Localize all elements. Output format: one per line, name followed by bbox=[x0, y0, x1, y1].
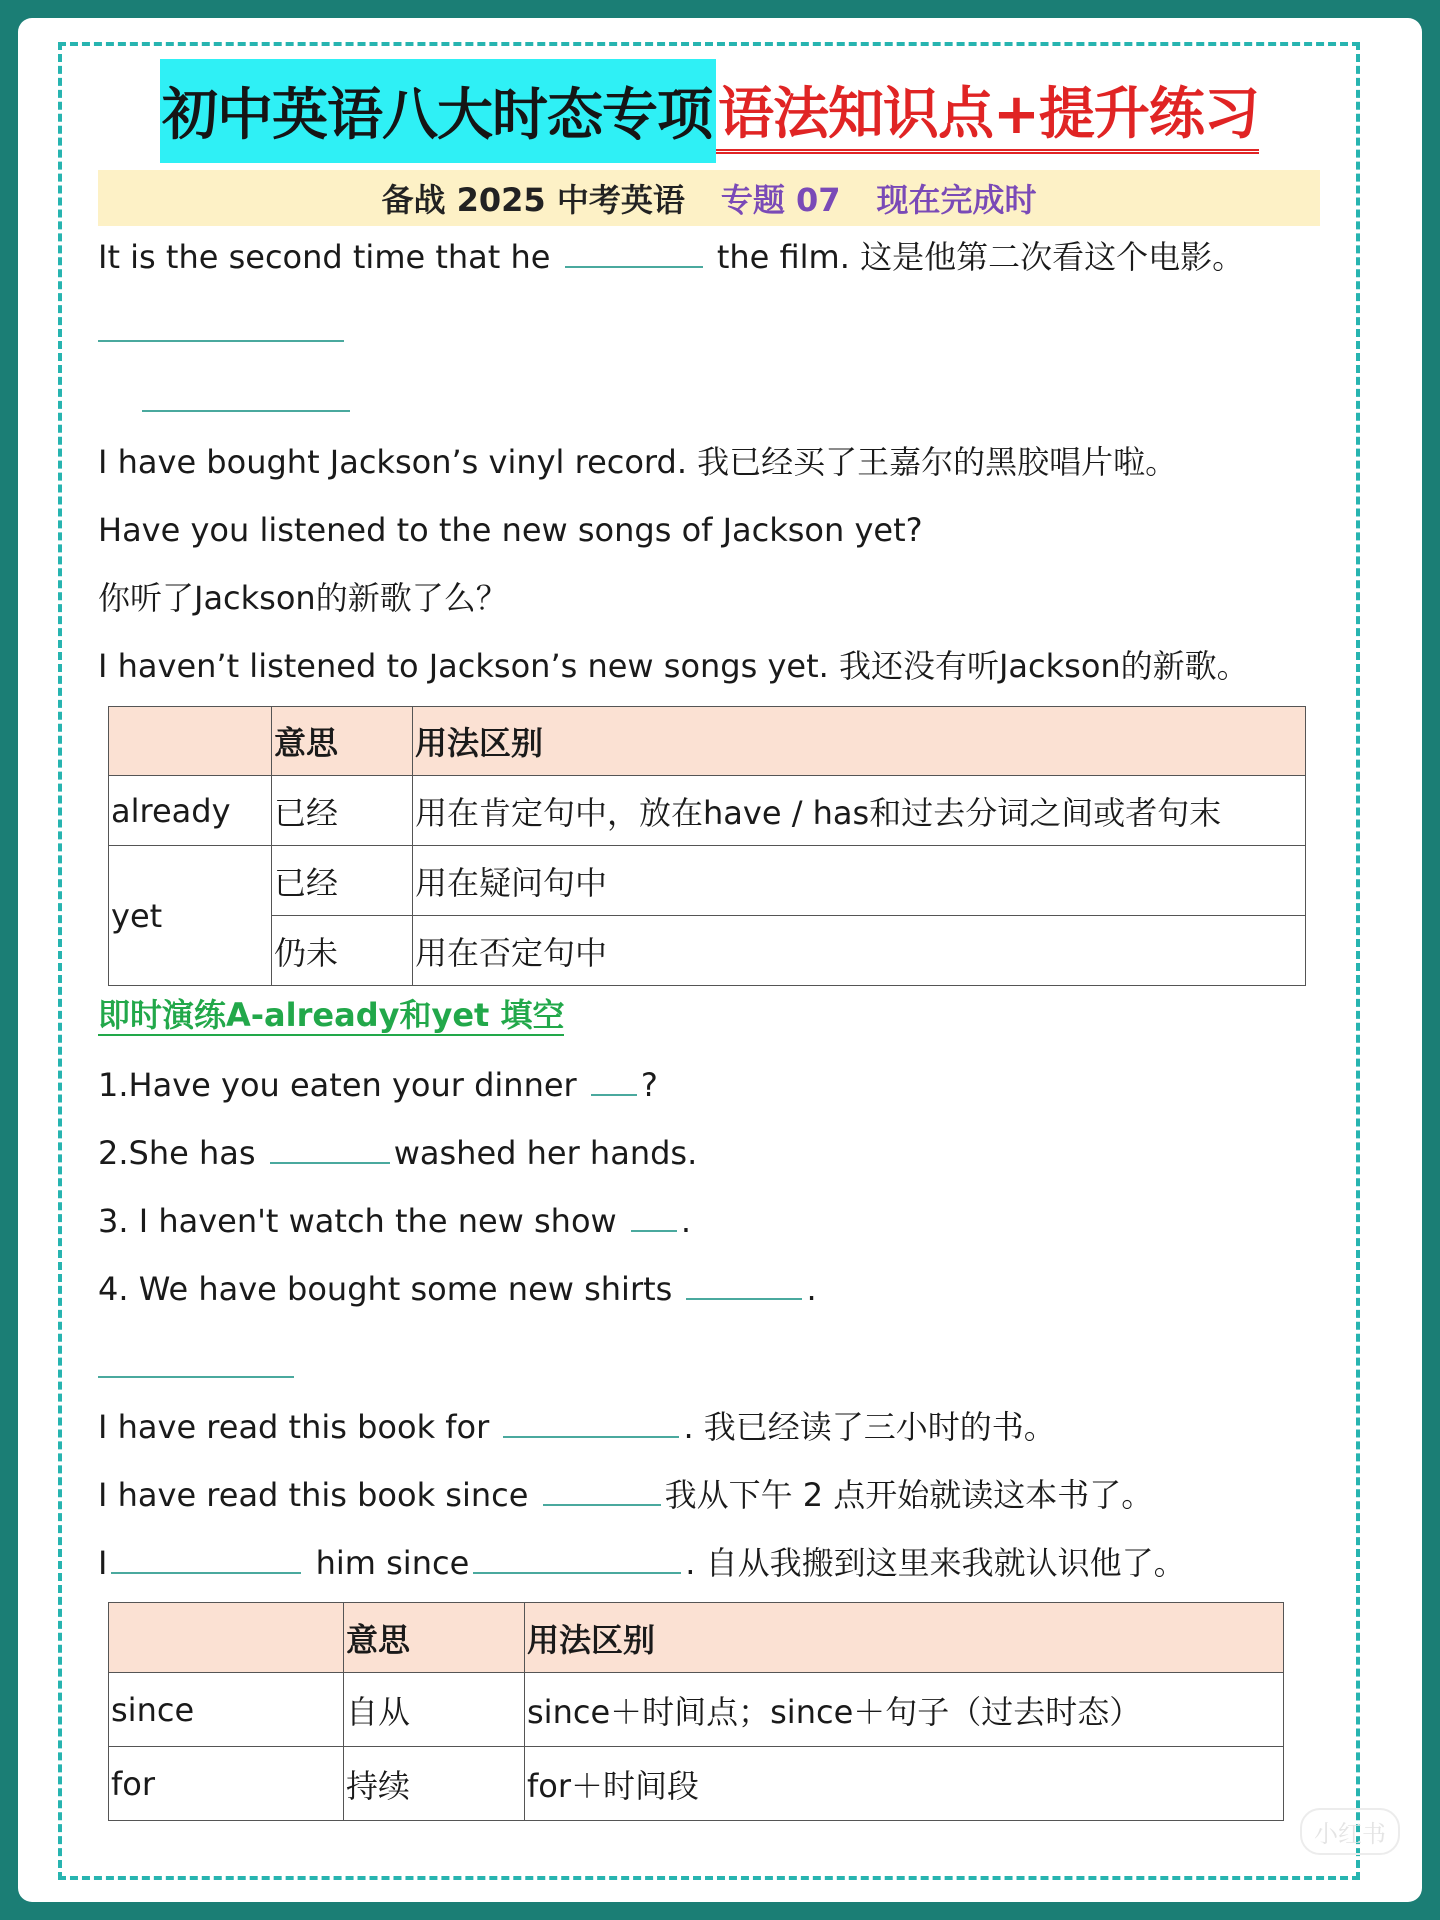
sentence-line: 你听了Jackson的新歌了么？ bbox=[98, 579, 508, 617]
fill-blank[interactable] bbox=[631, 1200, 677, 1232]
fill-blank[interactable] bbox=[270, 1132, 390, 1164]
title-highlight-part: 初中英语八大时态专项 bbox=[160, 59, 716, 163]
sentence-line: I him since . 自从我搬到这里来我就认识他了。 bbox=[98, 1544, 1186, 1582]
title-red-part: 语法知识点+提升练习 bbox=[716, 83, 1259, 154]
fill-blank[interactable] bbox=[142, 410, 350, 412]
exercise-item: 4. We have bought some new shirts . bbox=[98, 1270, 817, 1308]
fill-blank[interactable] bbox=[543, 1474, 661, 1506]
fill-blank[interactable] bbox=[503, 1406, 679, 1438]
fill-blank[interactable] bbox=[565, 236, 703, 268]
exercise-item: 1.Have you eaten your dinner ? bbox=[98, 1066, 658, 1104]
table-row: 意思 用法区别 bbox=[109, 707, 1306, 776]
sentence-line: I haven’t listened to Jackson’s new songs yet. 我还没有听Jackson的新歌。 bbox=[98, 647, 1249, 685]
fill-blank[interactable] bbox=[98, 1376, 294, 1378]
fill-blank[interactable] bbox=[98, 340, 344, 342]
page-title bbox=[160, 62, 1259, 160]
sentence-line: I have read this book for . 我已经读了三小时的书。 bbox=[98, 1408, 1056, 1446]
subtitle-exam: 备战 2025 中考英语 bbox=[381, 181, 685, 219]
sentence-line: It is the second time that he the film. 这是他第二次看这个电影。 bbox=[98, 238, 1245, 276]
sentence-line: Have you listened to the new songs of Jackson yet? bbox=[98, 511, 923, 549]
practice-heading: 即时演练A-already和yet 填空 bbox=[98, 996, 565, 1034]
exercise-item: 3. I haven't watch the new show . bbox=[98, 1202, 692, 1240]
subtitle-topic-no: 专题 07 bbox=[720, 181, 841, 219]
table-row: yet 已经 用在疑问句中 bbox=[109, 846, 1306, 916]
table-row: for 持续 for＋时间段 bbox=[109, 1747, 1284, 1821]
since-for-table bbox=[108, 1602, 1284, 1821]
table-row: 意思 用法区别 bbox=[109, 1603, 1284, 1673]
sentence-line: I have bought Jackson’s vinyl record. 我已经买了王嘉尔的黑胶唱片啦。 bbox=[98, 443, 1178, 481]
subtitle-topic-name: 现在完成时 bbox=[876, 181, 1037, 219]
subtitle-banner bbox=[98, 170, 1320, 226]
fill-blank[interactable] bbox=[111, 1542, 301, 1574]
table-row: since 自从 since＋时间点；since＋句子（过去时态） bbox=[109, 1673, 1284, 1747]
fill-blank[interactable] bbox=[473, 1542, 681, 1574]
fill-blank[interactable] bbox=[591, 1064, 637, 1096]
already-yet-table bbox=[108, 706, 1306, 986]
watermark-logo: 小红书 bbox=[1300, 1808, 1400, 1855]
sentence-line: I have read this book since 我从下午 2 点开始就读这本书了。 bbox=[98, 1476, 1154, 1514]
fill-blank[interactable] bbox=[686, 1268, 802, 1300]
table-row: already 已经 用在肯定句中，放在have / has和过去分词之间或者句末 bbox=[109, 776, 1306, 846]
exercise-item: 2.She has washed her hands. bbox=[98, 1134, 698, 1172]
table-row: 仍未 用在否定句中 bbox=[109, 916, 1306, 986]
